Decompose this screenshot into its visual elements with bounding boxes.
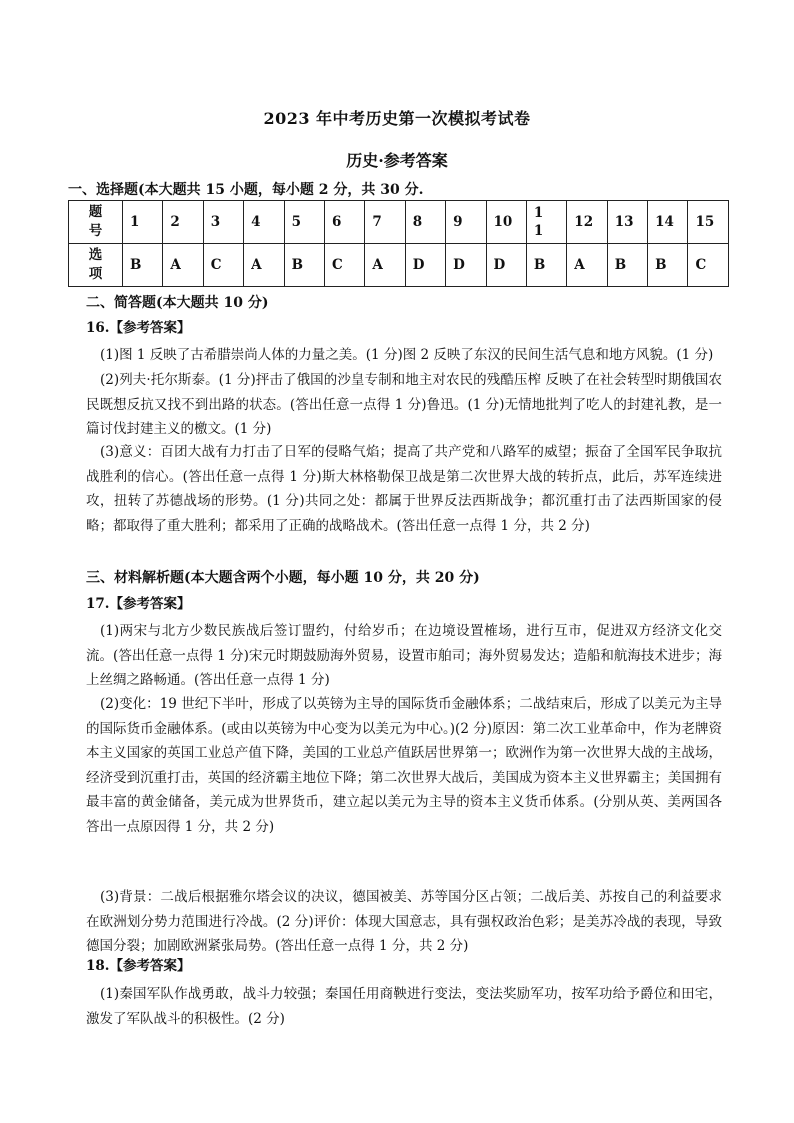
answer-cell: D xyxy=(446,244,486,287)
page-title: 2023 年中考历史第一次模拟考试卷 xyxy=(263,109,531,128)
multiple-choice-answer-table xyxy=(68,200,729,287)
answer-cell: B xyxy=(123,244,163,287)
question-number-cell: 14 xyxy=(648,201,688,244)
question-16-heading: 16.【参考答案】 xyxy=(86,320,191,336)
answer-cell: D xyxy=(486,244,526,287)
answer-cell: C xyxy=(324,244,364,287)
question-number-cell-11 xyxy=(526,201,566,244)
question-number-cell: 3 xyxy=(203,201,243,244)
answer-cell: B xyxy=(648,244,688,287)
table-row-answers xyxy=(69,244,729,287)
answer-cell: A xyxy=(567,244,607,287)
question-17-answer-part-1: (1)两宋与北方少数民族战后签订盟约，付给岁币；在边境设置榷场，进行互市，促进双方经济文化交流。(答出任意一点得 1 分)宋元时期鼓励海外贸易，设置市舶司；海外贸易发达；造船和航海技术进步；海上丝绸之路畅通。(答出任意一点得 1 分) xyxy=(86,623,722,688)
answer-cell: D xyxy=(405,244,445,287)
question-number-cell: 15 xyxy=(688,201,729,244)
question-18-heading: 18.【参考答案】 xyxy=(86,958,191,974)
answer-cell: C xyxy=(688,244,729,287)
question-number-cell: 12 xyxy=(567,201,607,244)
question-number-cell: 10 xyxy=(486,201,526,244)
question-number-cell: 4 xyxy=(244,201,284,244)
question-number-cell: 5 xyxy=(284,201,324,244)
row-label-bottom: 项 xyxy=(88,266,103,282)
question-number-cell: 1 xyxy=(123,201,163,244)
question-number-cell: 13 xyxy=(607,201,647,244)
answer-cell: C xyxy=(203,244,243,287)
row-label-bottom: 号 xyxy=(88,223,103,239)
question-17-answer-part-2: (2)变化：19 世纪下半叶，形成了以英镑为主导的国际货币金融体系；二战结束后，形成了以美元为主导的国际货币金融体系。(或由以英镑为中心变为以美元为中心。)(2 分)原因：第二次工业革命中，作为老牌资本主义国家的英国工业总产值下降，美国的工业总产值跃居世界第一；欧洲作为第一次世界大战的主战场，经济受到沉重打击，英国的经济霸主地位下降；第二次世界大战后，美国成为资本主义世界霸主；美国拥有最丰富的黄金储备，美元成为世界货币，建立起以美元为主导的资本主义货币体系。(分别从英、美两国各答出一点原因得 1 分，共 2 分) xyxy=(86,696,722,835)
answer-cell: B xyxy=(526,244,566,287)
section-3-heading: 三、材料解析题(本大题含两个小题，每小题 10 分，共 20 分) xyxy=(86,570,480,586)
answer-cell: B xyxy=(607,244,647,287)
question-number-cell: 2 xyxy=(163,201,203,244)
answer-cell: B xyxy=(284,244,324,287)
number-11-bottom: 1 xyxy=(533,223,544,239)
question-number-cell: 9 xyxy=(446,201,486,244)
page-subtitle: 历史·参考答案 xyxy=(346,151,448,170)
row-label-top: 题 xyxy=(88,204,103,220)
number-11-top: 1 xyxy=(533,205,544,221)
section-2-heading: 二、简答题(本大题共 10 分) xyxy=(86,295,269,311)
answer-cell: A xyxy=(163,244,203,287)
question-number-cell: 7 xyxy=(365,201,405,244)
section-1-heading: 一、选择题(本大题共 15 小题，每小题 2 分，共 30 分. xyxy=(68,182,424,198)
answer-cell: A xyxy=(365,244,405,287)
question-17-answer-part-3: (3)背景：二战后根据雅尔塔会议的决议，德国被美、苏等国分区占领；二战后美、苏按自己的利益要求在欧洲划分势力范围进行冷战。(2 分)评价：体现大国意志，具有强权政治色彩；是美苏冷战的表现，导致德国分裂；加剧欧洲紧张局势。(答出任意一点得 1 分，共 2 分) xyxy=(86,889,722,954)
question-16-answer-part-1: (1)图 1 反映了古希腊崇尚人体的力量之美。(1 分)图 2 反映了东汉的民间生活气息和地方风貌。(1 分) xyxy=(100,347,714,363)
row-label-top: 选 xyxy=(88,247,103,263)
question-17-heading: 17.【参考答案】 xyxy=(86,596,191,612)
answer-cell: A xyxy=(244,244,284,287)
question-number-cell: 8 xyxy=(405,201,445,244)
row-label-question-number xyxy=(69,201,123,244)
table-row-question-numbers xyxy=(69,201,729,244)
question-16-answer-part-2: (2)列夫·托尔斯泰。(1 分)抨击了俄国的沙皇专制和地主对农民的残酷压榨 反映了在社会转型时期俄国农民既想反抗又找不到出路的状态。(答出任意一点得 1 分)鲁迅。(1 分)无情地批判了吃人的封建礼教，是一篇讨伐封建主义的檄文。(1 分) xyxy=(86,372,722,437)
question-number-cell: 6 xyxy=(324,201,364,244)
row-label-answer xyxy=(69,244,123,287)
question-16-answer-part-3: (3)意义：百团大战有力打击了日军的侵略气焰；提高了共产党和八路军的威望；振奋了全国军民争取抗战胜利的信心。(答出任意一点得 1 分)斯大林格勒保卫战是第二次世界大战的转折点，此后，苏军连续进攻，扭转了苏德战场的形势。(1 分)共同之处：都属于世界反法西斯战争；都沉重打击了法西斯国家的侵略；都取得了重大胜利；都采用了正确的战略战术。(答出任意一点得 1 分，共 2 分) xyxy=(86,444,722,534)
question-18-answer-part-1: (1)秦国军队作战勇敢，战斗力较强；秦国任用商鞅进行变法，变法奖励军功，按军功给予爵位和田宅，激发了军队战斗的积极性。(2 分) xyxy=(86,986,722,1027)
